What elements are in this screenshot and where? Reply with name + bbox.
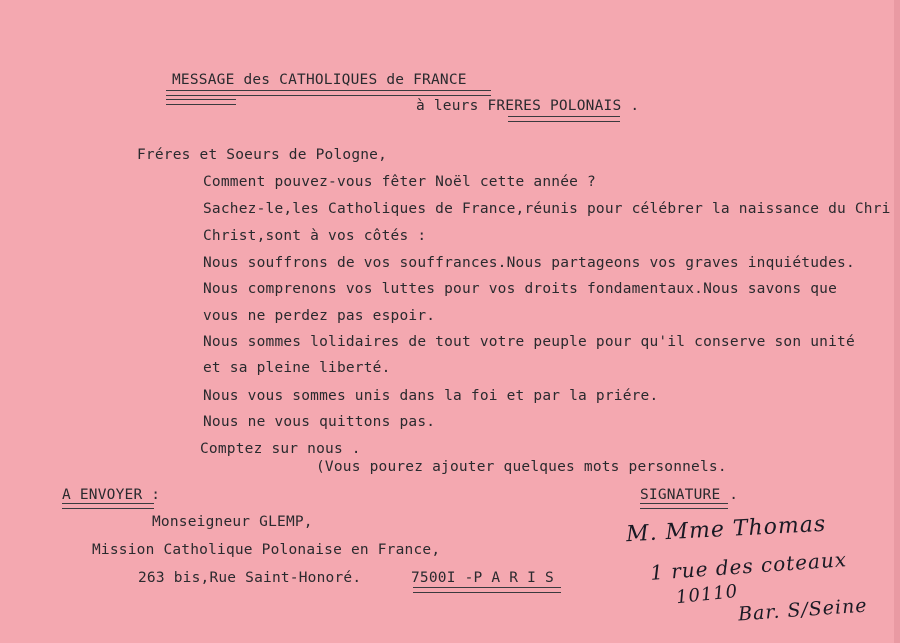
body-line: vous ne perdez pas espoir.	[203, 308, 436, 324]
handwritten-name: M. Mme Thomas	[625, 511, 827, 548]
body-line: Comptez sur nous .	[200, 441, 361, 457]
body-line: Nous sommes lolidaires de tout votre peuple pour qu'il conserve son unité	[203, 334, 855, 350]
recipient-street: 263 bis,Rue Saint-Honoré.	[138, 570, 362, 586]
handwritten-street: 1 rue des coteaux	[649, 547, 848, 585]
personal-note: (Vous pourez ajouter quelques mots personnels.	[316, 459, 727, 475]
subtitle-underline	[508, 116, 620, 122]
body-line: Sachez-le,les Catholiques de France,réunis pour célébrer la naissance du Chri	[203, 201, 891, 217]
send-label-underline	[62, 503, 154, 509]
send-label: A ENVOYER :	[62, 487, 161, 503]
body-line: Nous ne vous quittons pas.	[203, 414, 436, 430]
recipient-mission: Mission Catholique Polonaise en France,	[92, 542, 441, 558]
recipient-city: 7500I -P A R I S	[411, 570, 554, 586]
salutation: Fréres et Soeurs de Pologne,	[137, 147, 388, 163]
body-line: Comment pouvez-vous fêter Noël cette année ?	[203, 174, 596, 190]
body-line: Christ,sont à vos côtés :	[203, 228, 427, 244]
header-underline	[166, 90, 491, 96]
handwritten-postcode: 10110	[675, 580, 740, 609]
handwritten-city: Bar. S/Seine	[737, 594, 869, 626]
signature-label-underline	[640, 503, 728, 509]
body-line: Nous comprenons vos luttes pour vos droits fondamentaux.Nous savons que	[203, 281, 838, 297]
body-line: et sa pleine liberté.	[203, 360, 391, 376]
recipient-name: Monseigneur GLEMP,	[152, 514, 313, 530]
signature-label: SIGNATURE .	[640, 487, 739, 503]
body-line: Nous souffrons de vos souffrances.Nous partageons vos graves inquiétudes.	[203, 255, 855, 271]
header-underline-short	[166, 99, 236, 105]
city-underline	[413, 587, 561, 593]
paper-edge	[894, 0, 900, 643]
header-title: MESSAGE des CATHOLIQUES de FRANCE	[172, 72, 467, 88]
header-subtitle: à leurs FRERES POLONAIS .	[416, 98, 640, 114]
body-line: Nous vous sommes unis dans la foi et par la priére.	[203, 388, 659, 404]
